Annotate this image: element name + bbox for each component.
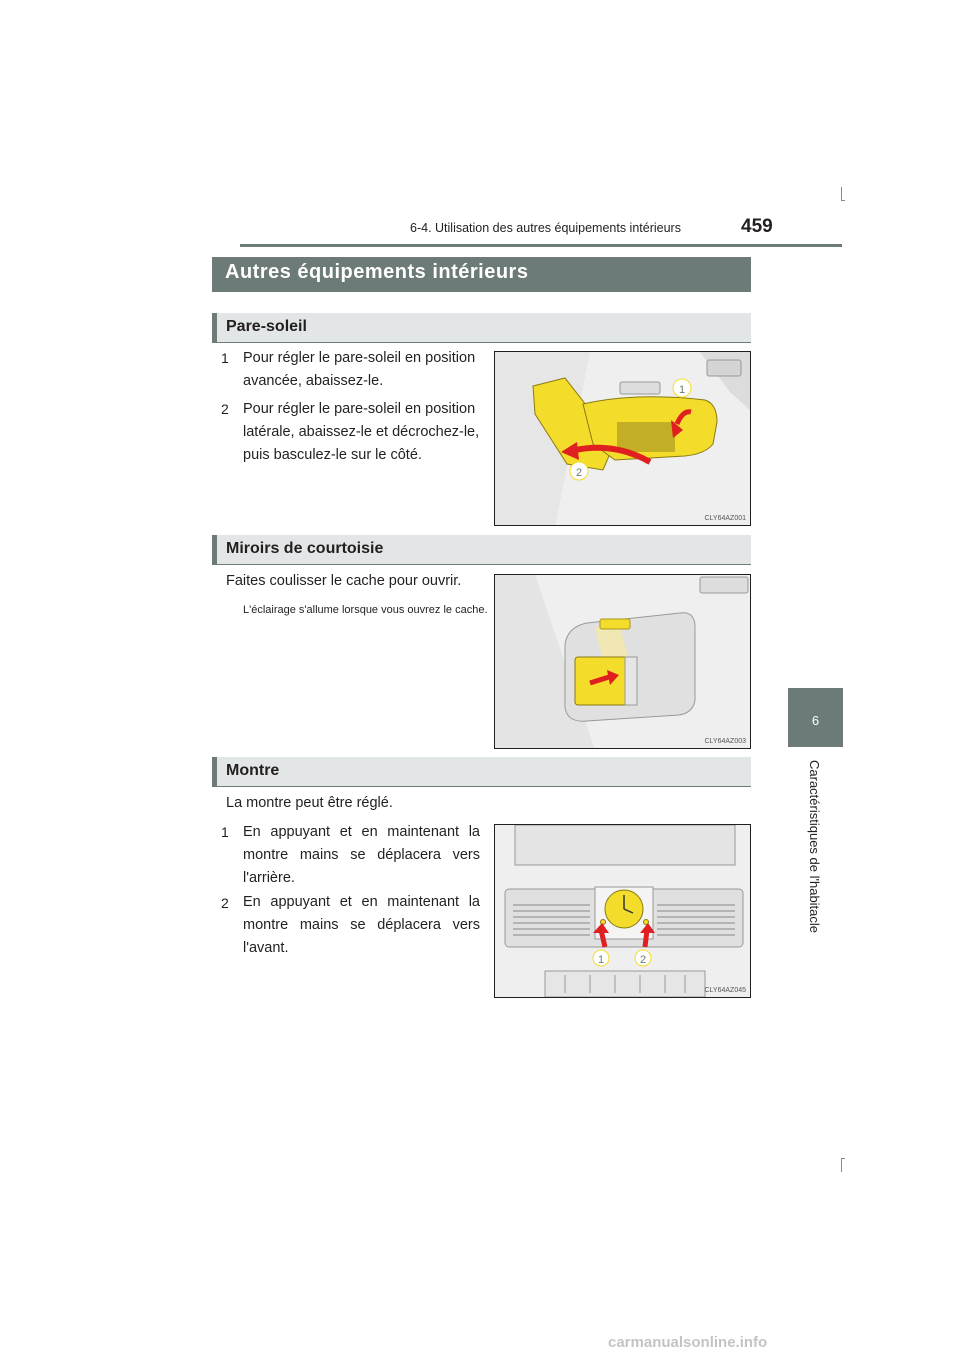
main-title-bar: [212, 257, 751, 292]
vanity-mirror-drawing: [495, 575, 751, 749]
vanity-mirror-illustration: [494, 574, 751, 749]
section-rule-vanity-mirror: [212, 564, 751, 565]
main-title: Autres équipements intérieurs: [225, 261, 529, 283]
running-header: 6-4. Utilisation des autres équipements intérieurs: [410, 221, 681, 235]
crop-mark-bottom: [841, 1158, 842, 1172]
step-number-1: 1: [221, 824, 229, 840]
clock-illustration: [494, 824, 751, 998]
clock-step-2: En appuyant et en maintenant la montre mains se déplacera vers l'avant.: [243, 894, 480, 956]
section-title-bar-clock: [212, 757, 751, 787]
callout-1: 1: [678, 384, 686, 396]
crop-mark-top: [841, 187, 842, 201]
callout-1: 1: [597, 954, 605, 966]
step-number-1: 1: [221, 350, 229, 366]
clock-step-1: En appuyant et en maintenant la montre mains se déplacera vers l'arrière.: [243, 824, 480, 886]
section-title-vanity-mirror: Miroirs de courtoisie: [226, 540, 384, 557]
crop-mark-top-foot: [841, 200, 845, 201]
clock-drawing: [495, 825, 751, 998]
step-number-2: 2: [221, 895, 229, 911]
section-title-sun-visor: Pare-soleil: [226, 318, 307, 335]
figure-code: CLY64AZ045: [704, 987, 746, 994]
chapter-label: Caractéristiques de l'habitacle: [807, 760, 822, 934]
header-rule: [240, 244, 842, 247]
section-rule-clock: [212, 786, 751, 787]
watermark: carmanualsonline.info: [608, 1334, 768, 1351]
sun-visor-step-1: Pour régler le pare-soleil en position avancée, abaissez-le.: [243, 350, 476, 389]
page-number: 459: [741, 216, 773, 237]
section-title-bar-vanity-mirror: [212, 535, 751, 565]
sun-visor-drawing: [495, 352, 751, 526]
figure-code: CLY64AZ001: [704, 515, 746, 522]
callout-2: 2: [639, 954, 647, 966]
callout-2: 2: [575, 467, 583, 479]
section-title-clock: Montre: [226, 762, 280, 779]
vanity-mirror-note: L'éclairage s'allume lorsque vous ouvrez le cache.: [243, 604, 488, 616]
chapter-number: 6: [811, 713, 820, 728]
sun-visor-illustration: [494, 351, 751, 526]
clock-intro: La montre peut être réglé.: [226, 795, 393, 811]
crop-mark-bottom-foot: [841, 1158, 845, 1159]
figure-code: CLY64AZ003: [704, 738, 746, 745]
sun-visor-step-2: Pour régler le pare-soleil en position latérale, abaissez-le et décrochez-le, puis basculez-le sur le côté.: [243, 401, 480, 463]
section-title-bar-sun-visor: [212, 313, 751, 343]
vanity-mirror-text: Faites coulisser le cache pour ouvrir.: [226, 573, 462, 589]
step-number-2: 2: [221, 401, 229, 417]
section-rule-sun-visor: [212, 342, 751, 343]
